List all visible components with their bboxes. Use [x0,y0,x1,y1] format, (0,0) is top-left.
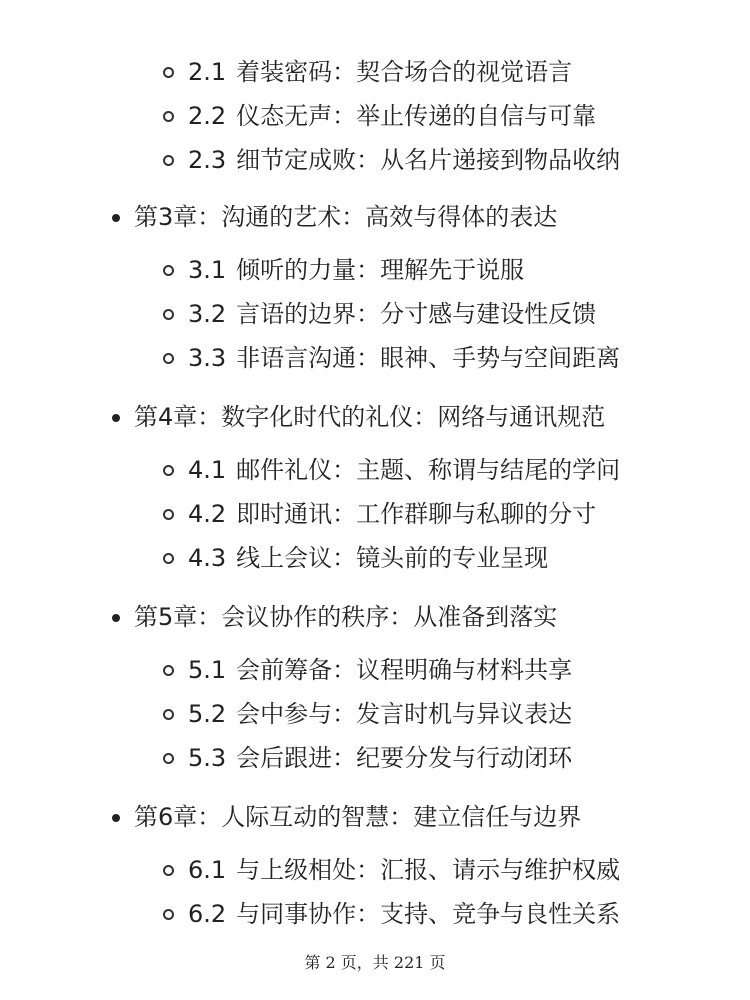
section-number: 4.1 [188,456,227,484]
toc-section-5-2[interactable] [0,692,750,736]
hollow-bullet-icon [163,155,174,166]
hollow-bullet-icon [163,665,174,676]
section-title: 即时通讯：工作群聊与私聊的分寸 [236,500,597,528]
section-title: 会中参与：发言时机与异议表达 [236,700,573,728]
page-number-label: 第 2 页，共 221 页 [304,953,446,972]
hollow-bullet-icon [163,111,174,122]
section-number: 3.1 [188,256,227,284]
toc-chapter-3[interactable] [0,194,750,240]
section-title: 与同事协作：支持、竞争与良性关系 [236,900,621,928]
chapter-4 [0,394,750,580]
toc-chapter-5[interactable] [0,594,750,640]
section-title: 倾听的力量：理解先于说服 [236,256,525,284]
chapter-title: 第3章：沟通的艺术：高效与得体的表达 [134,203,558,231]
chapter-title: 第4章：数字化时代的礼仪：网络与通讯规范 [134,403,606,431]
toc-section-6-1[interactable] [0,848,750,892]
section-number: 3.2 [188,300,227,328]
section-title: 线上会议：镜头前的专业呈现 [236,544,549,572]
toc-section-4-1[interactable] [0,448,750,492]
toc-chapter-4[interactable] [0,394,750,440]
toc-section-2-2[interactable] [0,94,750,138]
section-number: 5.1 [188,656,227,684]
hollow-bullet-icon [163,353,174,364]
chapter-title: 第6章：人际互动的智慧：建立信任与边界 [134,803,582,831]
hollow-bullet-icon [163,753,174,764]
hollow-bullet-icon [163,553,174,564]
toc-section-3-2[interactable] [0,292,750,336]
section-number: 2.2 [188,102,227,130]
section-number: 2.3 [188,146,227,174]
toc-section-6-2[interactable] [0,892,750,936]
toc-section-2-1[interactable] [0,50,750,94]
section-title: 仪态无声：举止传递的自信与可靠 [236,102,597,130]
section-number: 6.2 [188,900,227,928]
toc-section-4-3[interactable] [0,536,750,580]
filled-bullet-icon [112,214,120,222]
section-number: 4.3 [188,544,227,572]
toc-section-5-1[interactable] [0,648,750,692]
hollow-bullet-icon [163,309,174,320]
section-number: 2.1 [188,58,227,86]
chapter-5 [0,594,750,780]
table-of-contents [0,50,750,936]
toc-chapter-6[interactable] [0,794,750,840]
filled-bullet-icon [112,814,120,822]
hollow-bullet-icon [163,265,174,276]
section-number: 6.1 [188,856,227,884]
toc-section-5-3[interactable] [0,736,750,780]
filled-bullet-icon [112,614,120,622]
hollow-bullet-icon [163,909,174,920]
section-number: 5.3 [188,744,227,772]
section-title: 会前筹备：议程明确与材料共享 [236,656,573,684]
page-footer [0,950,750,973]
section-title: 与上级相处：汇报、请示与维护权威 [236,856,621,884]
chapter-6 [0,794,750,936]
hollow-bullet-icon [163,709,174,720]
toc-section-2-3[interactable] [0,138,750,182]
section-title: 细节定成败：从名片递接到物品收纳 [236,146,621,174]
hollow-bullet-icon [163,865,174,876]
section-title: 非语言沟通：眼神、手势与空间距离 [236,344,621,372]
hollow-bullet-icon [163,509,174,520]
hollow-bullet-icon [163,67,174,78]
section-title: 言语的边界：分寸感与建设性反馈 [236,300,597,328]
section-number: 5.2 [188,700,227,728]
filled-bullet-icon [112,414,120,422]
toc-section-3-1[interactable] [0,248,750,292]
chapter-3 [0,194,750,380]
toc-section-3-3[interactable] [0,336,750,380]
section-number: 4.2 [188,500,227,528]
section-title: 会后跟进：纪要分发与行动闭环 [236,744,573,772]
section-title: 着装密码：契合场合的视觉语言 [236,58,573,86]
chapter-2-continued [0,50,750,182]
toc-section-4-2[interactable] [0,492,750,536]
section-number: 3.3 [188,344,227,372]
hollow-bullet-icon [163,465,174,476]
section-title: 邮件礼仪：主题、称谓与结尾的学问 [236,456,621,484]
chapter-title: 第5章：会议协作的秩序：从准备到落实 [134,603,558,631]
